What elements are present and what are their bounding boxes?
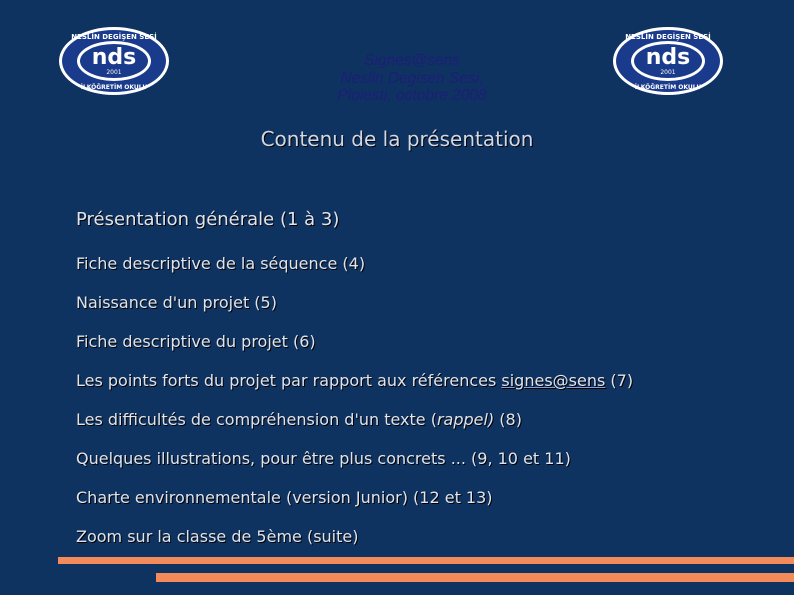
list-item — [76, 406, 776, 445]
list-item-emphasis: rappel) — [436, 410, 495, 429]
header-line-3: Ploiesti, octobre 2008 — [337, 87, 487, 104]
list-item — [76, 484, 776, 523]
logo-ring-bottom: İLKÖĞRETİM OKULU — [80, 84, 148, 91]
list-item-text: (8) — [494, 410, 522, 429]
list-item-text: Quelques illustrations, pour être plus concrets ... (9, 10 et 11) — [76, 449, 571, 468]
accent-bar-bottom — [156, 573, 794, 582]
nds-logo-left — [58, 26, 170, 96]
list-item — [76, 445, 776, 484]
logo-year: 2001 — [106, 69, 122, 76]
list-item — [76, 289, 776, 328]
logo-ring-text: NESLİN DEGİŞEN SESİ — [625, 33, 711, 41]
content-list — [76, 206, 776, 562]
list-item-text: Naissance d'un projet (5) — [76, 293, 277, 312]
list-item-text: Les difficultés de compréhension d'un texte ( — [76, 410, 437, 429]
signes-sens-link[interactable]: signes@sens — [501, 371, 606, 390]
list-item-text: Les points forts du projet par rapport aux références — [76, 371, 502, 390]
list-item-text: Présentation générale (1 à 3) — [76, 209, 340, 230]
list-item-text: (7) — [605, 371, 634, 390]
header-block — [262, 52, 562, 105]
header-line-2: Neslin Degisen Sesi, — [340, 69, 484, 87]
list-item-text: Zoom sur la classe de 5ème (suite) — [76, 527, 359, 546]
logo-ring-text: NESLİN DEGİŞEN SESİ — [71, 33, 157, 41]
logo-ring-bottom: İLKÖĞRETİM OKULU — [634, 84, 702, 91]
slide-title: Contenu de la présentation — [260, 127, 534, 151]
header-line-1: Signes@sens — [364, 52, 460, 69]
list-item — [76, 206, 776, 250]
logo-year: 2001 — [660, 69, 676, 76]
list-item — [76, 328, 776, 367]
nds-logo-right — [612, 26, 724, 96]
list-item-text: Fiche descriptive de la séquence (4) — [76, 254, 366, 273]
accent-bar-top — [58, 557, 794, 564]
list-item-text: Fiche descriptive du projet (6) — [76, 332, 316, 351]
list-item — [76, 250, 776, 289]
list-item-text: Charte environnementale (version Junior) (12 et 13) — [76, 488, 493, 507]
logo-center-text: nds — [645, 45, 691, 70]
logo-center-text: nds — [91, 45, 137, 70]
list-item — [76, 367, 776, 406]
